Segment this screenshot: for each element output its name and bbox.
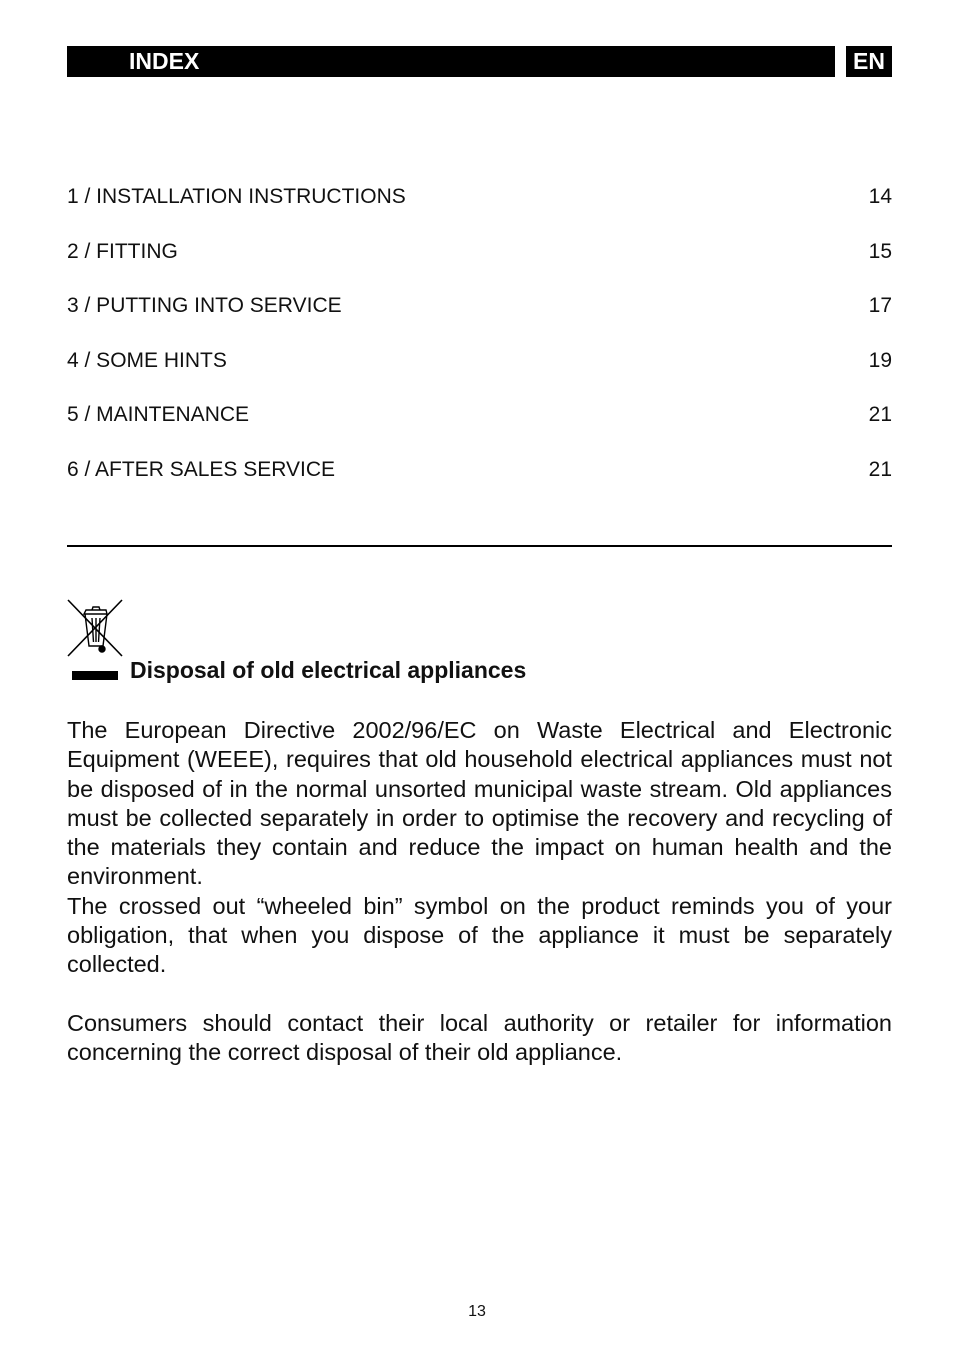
table-of-contents xyxy=(67,178,892,506)
toc-item-page: 19 xyxy=(868,348,892,372)
page-title: INDEX xyxy=(129,48,200,74)
toc-item-page: 14 xyxy=(868,185,892,208)
paragraph: The crossed out “wheeled bin” symbol on the product reminds you of your obligation, that when you dispose of the appliance it must be separately collected. xyxy=(67,892,892,978)
toc-item-label: 5 / MAINTENANCE xyxy=(67,403,250,427)
toc-item-label: 3 / PUTTING INTO SERVICE xyxy=(67,294,342,318)
section-divider xyxy=(67,545,892,547)
header-bar xyxy=(67,46,835,77)
toc-item-page: 17 xyxy=(868,294,892,318)
toc-item[interactable] xyxy=(67,396,892,451)
section-heading: Disposal of old electrical appliances xyxy=(130,657,527,683)
toc-item-page: 21 xyxy=(868,457,892,481)
toc-item[interactable] xyxy=(67,178,892,233)
toc-item[interactable] xyxy=(67,287,892,342)
disposal-text xyxy=(67,716,892,1068)
page-number: 13 xyxy=(468,1303,486,1320)
weee-underline-bar xyxy=(72,671,118,680)
toc-item[interactable] xyxy=(67,342,892,397)
toc-item-label: 2 / FITTING xyxy=(67,239,178,263)
toc-item-page: 21 xyxy=(868,403,892,427)
crossed-out-wheelie-bin-icon xyxy=(66,598,124,658)
toc-item-page: 15 xyxy=(868,239,892,263)
toc-item-label: 4 / SOME HINTS xyxy=(67,348,227,372)
toc-item[interactable] xyxy=(67,451,892,506)
toc-item-label: 1 / INSTALLATION INSTRUCTIONS xyxy=(67,185,406,208)
toc-item[interactable] xyxy=(67,233,892,288)
toc-item-label: 6 / AFTER SALES SERVICE xyxy=(67,457,336,481)
paragraph: The European Directive 2002/96/EC on Waste Electrical and Electronic Equipment (WEEE), requires that old household electrical appliances must not be disposed of in the normal unsorted municipal waste stream. Old appliances must be collected separately in order to optimise the recovery and recycling of the materials they contain and reduce the impact on human health and the environment. xyxy=(67,717,892,890)
paragraph: Consumers should contact their local authority or retailer for information concerning the correct disposal of their old appliance. xyxy=(67,1009,892,1066)
language-badge: EN xyxy=(846,46,892,77)
